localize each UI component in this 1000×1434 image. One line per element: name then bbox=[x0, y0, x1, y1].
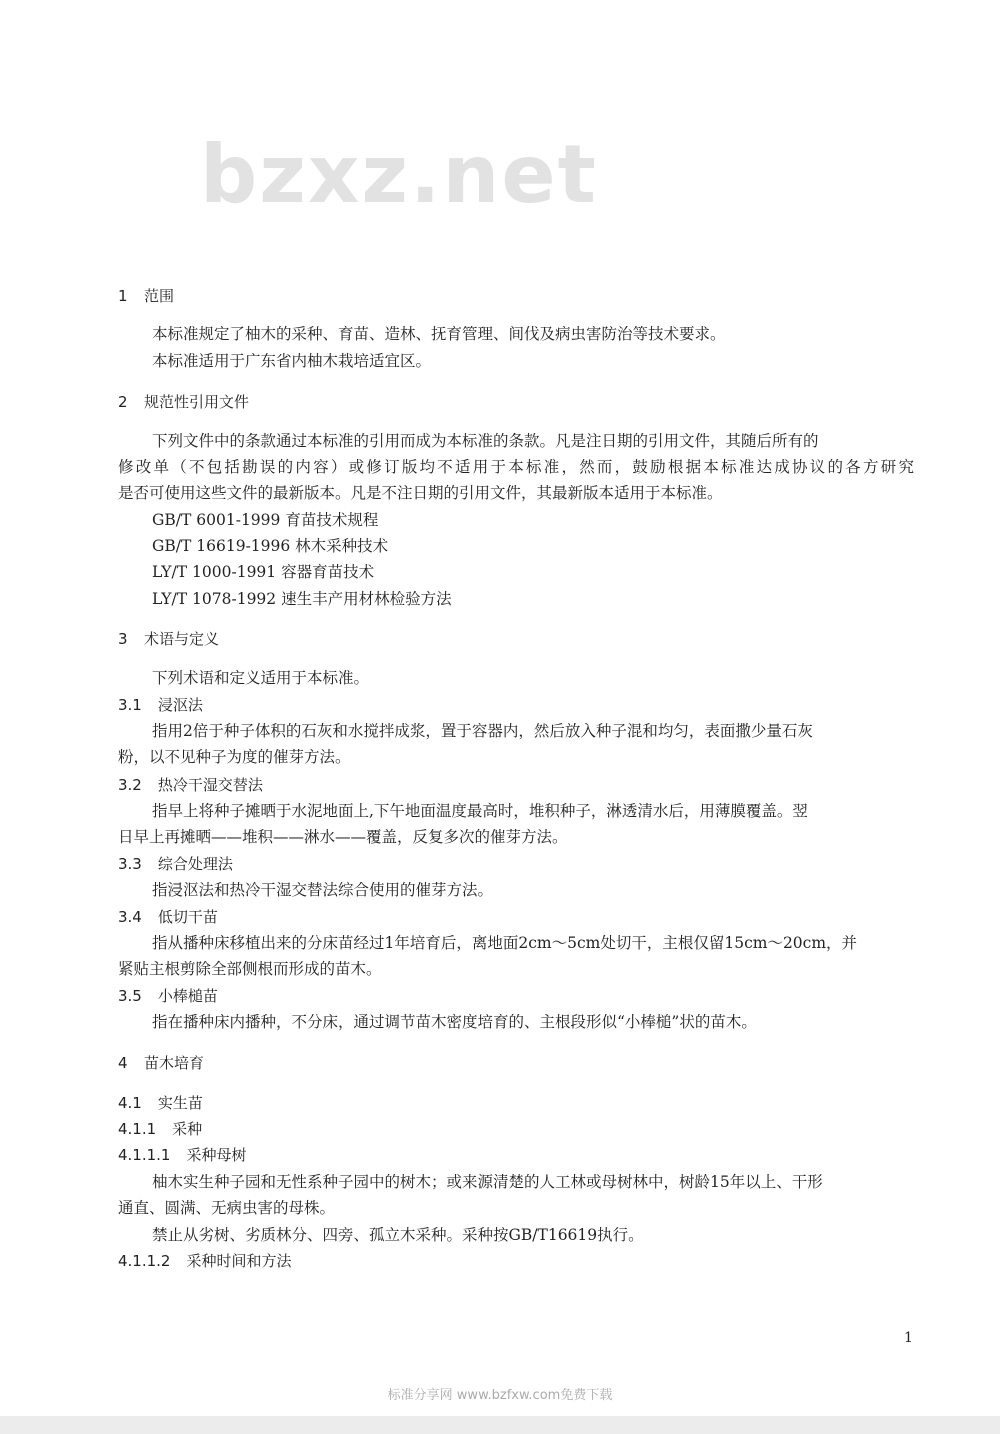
bottom-band bbox=[0, 1416, 1000, 1434]
definition-line: 指用2倍于种子体积的石灰和水搅拌成浆，置于容器内，然后放入种子混和均匀，表面撒少量石灰 bbox=[152, 722, 813, 740]
section-2-heading bbox=[118, 391, 249, 413]
section-title: 术语与定义 bbox=[144, 630, 220, 648]
subsection-heading: 4.1.1 采种 bbox=[118, 1120, 203, 1138]
definition-line: 粉，以不见种子为度的催芽方法。 bbox=[118, 748, 351, 766]
subsection-heading: 4.1.1.2 采种时间和方法 bbox=[118, 1252, 292, 1270]
reference-item: GB/T 6001-1999 育苗技术规程 bbox=[152, 511, 379, 529]
term-heading: 3.2 热冷干湿交替法 bbox=[118, 776, 263, 794]
section-number: 3 bbox=[118, 630, 128, 648]
term-heading: 3.1 浸沤法 bbox=[118, 696, 203, 714]
term-heading: 3.5 小棒槌苗 bbox=[118, 987, 218, 1005]
section-title: 范围 bbox=[144, 287, 175, 305]
definition-line: 日早上再摊晒——堆积——淋水——覆盖，反复多次的催芽方法。 bbox=[118, 828, 568, 846]
paragraph: 本标准规定了柚木的采种、育苗、造林、抚育管理、间伐及病虫害防治等技术要求。 bbox=[152, 325, 726, 343]
section-1-heading bbox=[118, 285, 174, 307]
subsection-heading: 4.1 实生苗 bbox=[118, 1094, 203, 1112]
paragraph-line: 下列文件中的条款通过本标准的引用而成为本标准的条款。凡是注日期的引用文件，其随后所有的 bbox=[152, 432, 819, 450]
section-number: 1 bbox=[118, 287, 128, 305]
definition-line: 指从播种床移植出来的分床苗经过1年培育后，离地面2cm～5cm处切干，主根仅留15cm～20cm，并 bbox=[152, 934, 858, 952]
page-number: 1 bbox=[904, 1330, 913, 1346]
term-heading: 3.3 综合处理法 bbox=[118, 855, 233, 873]
reference-item: LY/T 1078-1992 速生丰产用材林检验方法 bbox=[152, 590, 452, 608]
paragraph-line: 通直、圆满、无病虫害的母株。 bbox=[118, 1199, 336, 1217]
definition-line: 指浸沤法和热冷干湿交替法综合使用的催芽方法。 bbox=[152, 881, 494, 899]
paragraph: 本标准适用于广东省内柚木栽培适宜区。 bbox=[152, 352, 432, 370]
reference-item: GB/T 16619-1996 林木采种技术 bbox=[152, 537, 389, 555]
term-heading: 3.4 低切干苗 bbox=[118, 908, 218, 926]
section-title: 苗木培育 bbox=[144, 1054, 205, 1072]
section-number: 2 bbox=[118, 393, 128, 411]
paragraph-line: 修改单（不包括勘误的内容）或修订版均不适用于本标准，然而，鼓励根据本标准达成协议的各方研究 bbox=[118, 458, 914, 476]
subsection-heading: 4.1.1.1 采种母树 bbox=[118, 1146, 247, 1164]
definition-line: 指在播种床内播种，不分床，通过调节苗木密度培育的、主根段形似“小棒槌”状的苗木。 bbox=[152, 1013, 757, 1031]
paragraph-line: 柚木实生种子园和无性系种子园中的树木；或来源清楚的人工林或母树林中，树龄15年以上、干形 bbox=[152, 1173, 823, 1191]
paragraph-line: 是否可使用这些文件的最新版本。凡是不注日期的引用文件，其最新版本适用于本标准。 bbox=[118, 484, 723, 502]
paragraph-line: 禁止从劣树、劣质林分、四旁、孤立木采种。采种按GB/T16619执行。 bbox=[152, 1226, 644, 1244]
section-number: 4 bbox=[118, 1054, 128, 1072]
watermark: bzxz.net bbox=[200, 128, 598, 221]
footer-site-link[interactable]: 标准分享网 www.bzfxw.com免费下载 bbox=[387, 1388, 613, 1403]
definition-line: 指早上将种子摊晒于水泥地面上,下午地面温度最高时，堆积种子，淋透清水后，用薄膜覆盖。翌 bbox=[152, 802, 808, 820]
section-3-heading bbox=[118, 628, 219, 650]
paragraph: 下列术语和定义适用于本标准。 bbox=[152, 669, 370, 687]
reference-item: LY/T 1000-1991 容器育苗技术 bbox=[152, 563, 375, 581]
section-4-heading bbox=[118, 1052, 204, 1074]
section-title: 规范性引用文件 bbox=[144, 393, 250, 411]
definition-line: 紧贴主根剪除全部侧根而形成的苗木。 bbox=[118, 960, 382, 978]
